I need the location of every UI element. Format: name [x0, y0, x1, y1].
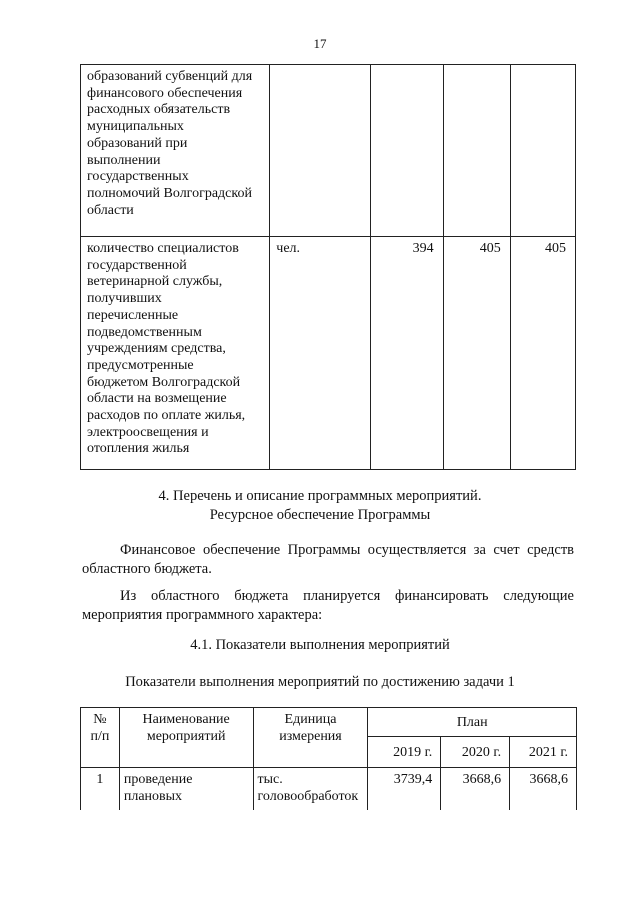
header-line: №: [93, 712, 107, 727]
line: перечисленные: [87, 307, 179, 323]
value-2020-cell: 405: [443, 237, 510, 470]
header-unit: [253, 708, 368, 768]
line: государственной: [87, 257, 187, 273]
unit-cell: [253, 768, 368, 811]
line: отопления жилья: [87, 441, 190, 457]
paragraph-line: мероприятия программного характера:: [82, 607, 323, 623]
header-line: мероприятий: [146, 729, 226, 744]
value-2019-cell: 3739,4: [368, 768, 441, 811]
paragraph-line: областного бюджета.: [82, 561, 212, 577]
header-year-2019: 2019 г.: [368, 737, 441, 768]
line: тыс.: [257, 772, 283, 787]
indicators-table-continuation: [80, 64, 576, 470]
table-row: [81, 65, 576, 237]
indicator-name-cell: [81, 65, 270, 237]
line: плановых: [123, 789, 183, 804]
paragraph-line: Из областного бюджета планируется финансировать следующие: [120, 588, 574, 604]
line: области: [87, 202, 134, 218]
activity-name-cell: [119, 768, 253, 811]
activities-indicators-table: [80, 707, 577, 810]
value-2021-cell: 405: [510, 237, 575, 470]
line: учреждениям средства,: [87, 341, 226, 357]
indicator-name-cell: [81, 237, 270, 470]
line: муниципальных: [87, 119, 184, 135]
value-2019-cell: [370, 65, 443, 237]
row-number-cell: 1: [81, 768, 120, 811]
header-line: Наименование: [142, 712, 230, 727]
header-activity-name: [119, 708, 253, 768]
table-row: [81, 237, 576, 470]
line: предусмотренные: [87, 357, 194, 373]
section-title: [0, 487, 640, 525]
value-2020-cell: 3668,6: [441, 768, 510, 811]
line: проведение: [123, 772, 193, 787]
section-title-line: Ресурсное обеспечение Программы: [209, 507, 431, 523]
page-number: 17: [313, 36, 327, 51]
section-title-line: 4. Перечень и описание программных мероприятий.: [158, 488, 482, 504]
line: области на возмещение: [87, 391, 227, 407]
header-year-2021: 2021 г.: [510, 737, 577, 768]
line: ветеринарной службы,: [87, 274, 223, 290]
header-line: Единица: [284, 712, 337, 727]
header-plan: План: [368, 708, 577, 737]
value-2020-cell: [443, 65, 510, 237]
line: получивших: [87, 291, 162, 307]
line: государственных: [87, 169, 189, 185]
unit-cell: чел.: [270, 237, 370, 470]
line: образований при: [87, 135, 188, 151]
unit-cell: [270, 65, 370, 237]
table-header-row: [81, 708, 577, 737]
value-2021-cell: [510, 65, 575, 237]
line: финансового обеспечения: [87, 85, 243, 101]
value-2019-cell: 394: [370, 237, 443, 470]
header-number: [81, 708, 120, 768]
line: подведомственным: [87, 324, 202, 340]
line: электроосвещения и: [87, 424, 209, 440]
line: расходных обязательств: [87, 102, 231, 118]
subsection-title: 4.1. Показатели выполнения мероприятий: [190, 637, 450, 653]
header-line: измерения: [279, 729, 342, 744]
line: количество специалистов: [87, 241, 239, 256]
line: головообработок: [257, 789, 359, 804]
line: расходов по оплате жилья,: [87, 408, 246, 424]
table-row: [81, 768, 577, 811]
line: образований субвенций для: [87, 69, 253, 84]
header-year-2020: 2020 г.: [441, 737, 510, 768]
table-caption: Показатели выполнения мероприятий по достижению задачи 1: [125, 674, 515, 690]
line: полномочий Волгоградской: [87, 185, 252, 201]
line: выполнении: [87, 152, 161, 168]
paragraph-line: Финансовое обеспечение Программы осуществляется за счет средств: [120, 542, 574, 558]
value-2021-cell: 3668,6: [510, 768, 577, 811]
paragraph-financing: [82, 541, 574, 579]
line: бюджетом Волгоградской: [87, 374, 241, 390]
paragraph-activities: [82, 587, 574, 625]
header-line: п/п: [90, 729, 110, 744]
